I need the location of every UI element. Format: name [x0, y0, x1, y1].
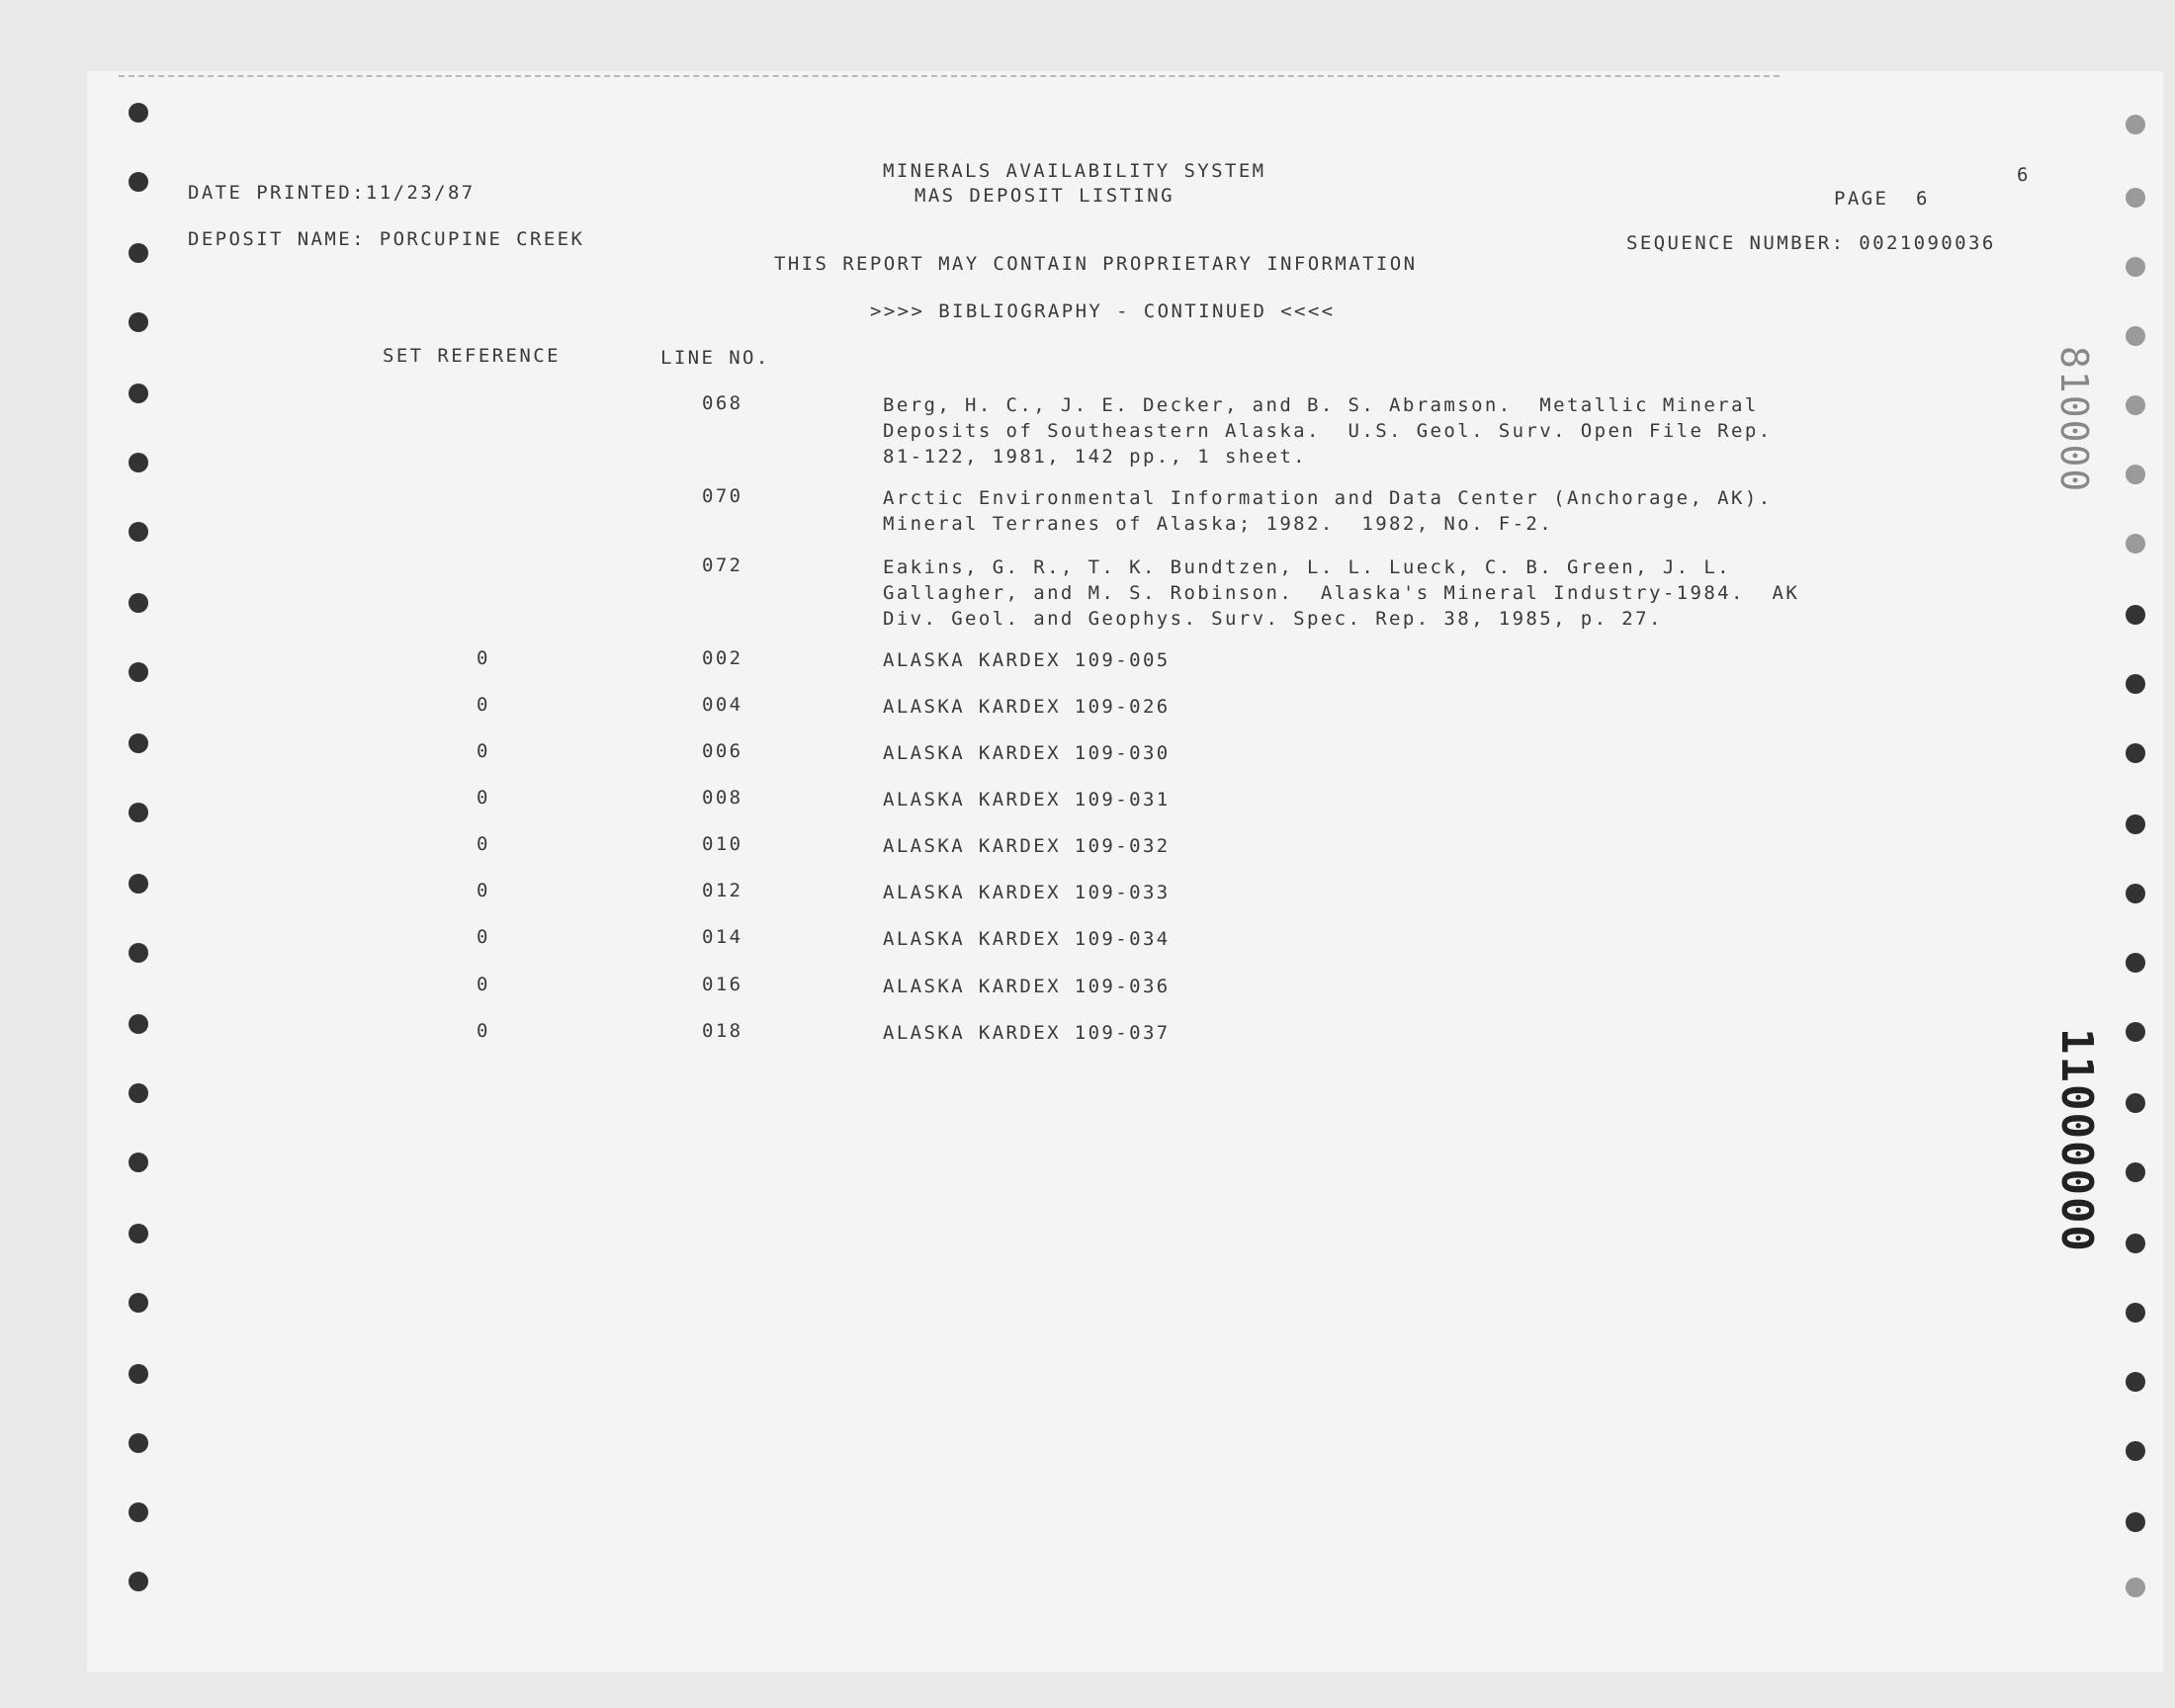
line-number: 018 [702, 1020, 743, 1042]
feed-hole [129, 874, 148, 894]
line-number: 004 [702, 694, 743, 716]
feed-hole [129, 1014, 148, 1034]
reference-text: ALASKA KARDEX 109-026 [883, 696, 1171, 718]
feed-hole [129, 733, 148, 753]
feed-hole [129, 1224, 148, 1243]
feed-hole [129, 1293, 148, 1313]
feed-hole [129, 453, 148, 472]
date-printed: DATE PRINTED:11/23/87 [188, 182, 476, 204]
feed-hole [2126, 257, 2145, 277]
tear-perforation [119, 75, 1780, 77]
feed-hole [2126, 1162, 2145, 1182]
column-header-set-reference: SET REFERENCE [383, 345, 561, 367]
feed-hole [2126, 326, 2145, 346]
feed-hole [129, 1083, 148, 1103]
set-reference-value: 0 [477, 740, 490, 762]
deposit-name: DEPOSIT NAME: PORCUPINE CREEK [188, 228, 585, 250]
reference-text: Arctic Environmental Information and Data Center (Anchorage, AK). Mineral Terranes of Alaska; 1982. 1982, No. F-2. [883, 487, 1773, 535]
feed-hole [2126, 534, 2145, 554]
feed-hole [2126, 1234, 2145, 1253]
line-number: 072 [702, 555, 743, 576]
reference-text: Eakins, G. R., T. K. Bundtzen, L. L. Lueck, C. B. Green, J. L. Gallagher, and M. S. Robinson. Alaska's Mineral Industry-1984. AK Div. Geol. and Geophys. Surv. Spec. Rep. 38, 1985, p. 27. [883, 556, 1800, 630]
line-number: 006 [702, 740, 743, 762]
feed-hole [2126, 884, 2145, 903]
set-reference-value: 0 [477, 926, 490, 948]
feed-hole [129, 803, 148, 822]
feed-hole [129, 172, 148, 192]
feed-hole [2126, 465, 2145, 484]
line-number: 002 [702, 647, 743, 669]
feed-hole [129, 943, 148, 963]
page-number: PAGE 6 [1834, 188, 1930, 210]
section-title: >>>> BIBLIOGRAPHY - CONTINUED <<<< [870, 300, 1336, 322]
column-header-line-no: LINE NO. [660, 347, 770, 369]
feed-hole [129, 384, 148, 403]
feed-hole [129, 593, 148, 613]
feed-hole [2126, 605, 2145, 625]
feed-hole [2126, 395, 2145, 415]
reference-text: ALASKA KARDEX 109-034 [883, 928, 1171, 950]
feed-hole [129, 522, 148, 542]
reference-text: ALASKA KARDEX 109-037 [883, 1022, 1171, 1044]
line-number: 014 [702, 926, 743, 948]
line-number: 008 [702, 787, 743, 809]
margin-stamp-lower: 11000000 [2051, 1028, 2102, 1253]
feed-hole [2126, 1512, 2145, 1532]
feed-hole [129, 662, 148, 682]
feed-hole [2126, 953, 2145, 973]
line-number: 068 [702, 392, 743, 414]
reference-text: ALASKA KARDEX 109-036 [883, 976, 1171, 997]
page-corner-number: 6 [2017, 164, 2031, 186]
feed-hole [129, 1502, 148, 1522]
feed-hole [2126, 1372, 2145, 1392]
set-reference-value: 0 [477, 694, 490, 716]
system-title: MINERALS AVAILABILITY SYSTEM [883, 160, 1266, 182]
set-reference-value: 0 [477, 787, 490, 809]
margin-stamp-upper: 810000 [2052, 346, 2096, 494]
sequence-number: SEQUENCE NUMBER: 0021090036 [1626, 232, 1996, 254]
reference-text: ALASKA KARDEX 109-033 [883, 882, 1171, 903]
set-reference-value: 0 [477, 1020, 490, 1042]
line-number: 012 [702, 880, 743, 901]
feed-hole [129, 1364, 148, 1384]
line-number: 010 [702, 833, 743, 855]
set-reference-value: 0 [477, 880, 490, 901]
listing-title: MAS DEPOSIT LISTING [914, 185, 1174, 207]
reference-text: Berg, H. C., J. E. Decker, and B. S. Abramson. Metallic Mineral Deposits of Southeastern Alaska. U.S. Geol. Surv. Open File Rep. 81-122, 1981, 142 pp., 1 sheet. [883, 394, 1773, 468]
feed-hole [2126, 1093, 2145, 1113]
feed-hole [2126, 115, 2145, 134]
line-number: 016 [702, 974, 743, 995]
feed-hole [2126, 1022, 2145, 1042]
feed-hole [129, 1433, 148, 1453]
feed-hole [2126, 188, 2145, 208]
feed-hole [2126, 814, 2145, 834]
reference-text: ALASKA KARDEX 109-005 [883, 649, 1171, 671]
reference-text: ALASKA KARDEX 109-030 [883, 742, 1171, 764]
feed-hole [2126, 674, 2145, 694]
proprietary-notice: THIS REPORT MAY CONTAIN PROPRIETARY INFORMATION [774, 253, 1418, 275]
line-number: 070 [702, 485, 743, 507]
feed-hole [129, 1572, 148, 1591]
feed-hole [129, 312, 148, 332]
reference-text: ALASKA KARDEX 109-031 [883, 789, 1171, 811]
reference-text: ALASKA KARDEX 109-032 [883, 835, 1171, 857]
feed-hole [2126, 1441, 2145, 1461]
feed-hole [2126, 1303, 2145, 1323]
set-reference-value: 0 [477, 647, 490, 669]
feed-hole [129, 1153, 148, 1172]
feed-hole [2126, 743, 2145, 763]
set-reference-value: 0 [477, 974, 490, 995]
feed-hole [129, 243, 148, 263]
feed-hole [129, 103, 148, 123]
set-reference-value: 0 [477, 833, 490, 855]
feed-hole [2126, 1578, 2145, 1597]
